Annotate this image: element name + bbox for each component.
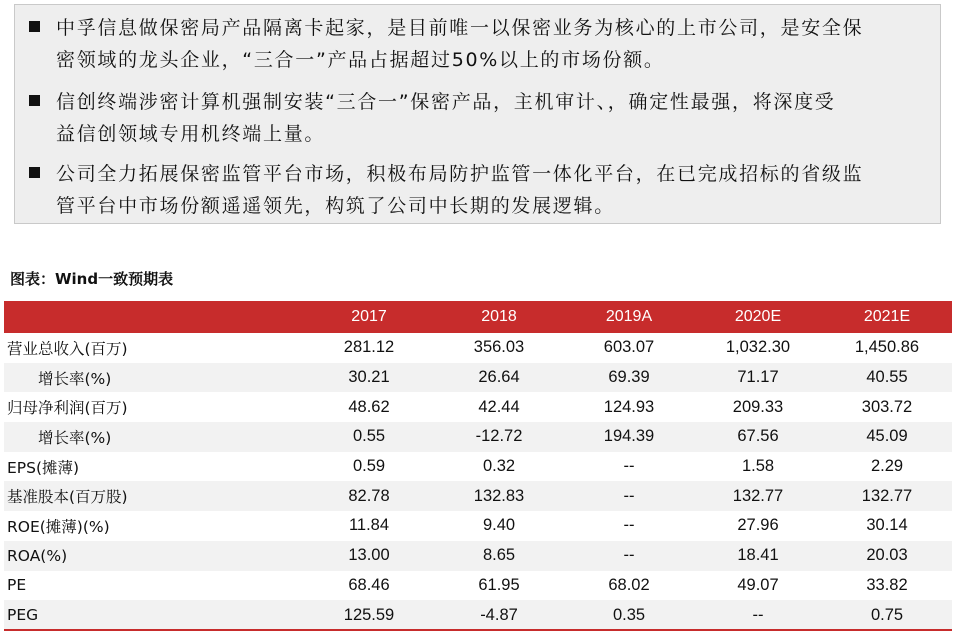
row-label: 基准股本(百万股) (4, 481, 304, 511)
table-cell: 132.77 (694, 481, 822, 511)
table-row (4, 333, 952, 363)
table-cell: 26.64 (434, 363, 564, 393)
table-cell: 132.83 (434, 481, 564, 511)
table-cell: 0.75 (822, 600, 952, 630)
header-cell-year: 2019A (564, 301, 694, 333)
row-label: 归母净利润(百万) (4, 392, 304, 422)
table-cell: 1,450.86 (822, 333, 952, 363)
bullet-square-icon (29, 167, 40, 178)
table-cell: 20.03 (822, 541, 952, 571)
table-cell: 61.95 (434, 571, 564, 601)
table-cell: 132.77 (822, 481, 952, 511)
table-cell: -- (564, 511, 694, 541)
row-label: ROE(摊薄)(%) (4, 511, 304, 541)
bullet-square-icon (29, 21, 40, 32)
table-cell: 82.78 (304, 481, 434, 511)
table-cell: 209.33 (694, 392, 822, 422)
table-cell: 33.82 (822, 571, 952, 601)
row-label: 营业总收入(百万) (4, 333, 304, 363)
bullet-item (29, 86, 930, 150)
bullet-item (29, 12, 930, 76)
table-cell: 281.12 (304, 333, 434, 363)
row-label: 增长率(%) (4, 422, 304, 452)
table-row (4, 511, 952, 541)
table-row (4, 600, 952, 630)
table-cell: 194.39 (564, 422, 694, 452)
table-cell: 9.40 (434, 511, 564, 541)
table-cell: 11.84 (304, 511, 434, 541)
bullet-text-line: 信创终端涉密计算机强制安装“三合一”保密产品，主机审计、，确定性最强，将深度受 (56, 91, 836, 113)
table-cell: 30.21 (304, 363, 434, 393)
bullet-text-line: 益信创领域专用机终端上量。 (56, 123, 326, 145)
bullet-item (29, 158, 930, 222)
table-cell: 30.14 (822, 511, 952, 541)
table-row (4, 571, 952, 601)
table-cell: 13.00 (304, 541, 434, 571)
table-cell: -- (564, 481, 694, 511)
row-label: 增长率(%) (4, 363, 304, 393)
table-cell: -4.87 (434, 600, 564, 630)
table-caption: 图表：Wind一致预期表 (10, 270, 174, 288)
header-cell-year: 2018 (434, 301, 564, 333)
table-cell: 303.72 (822, 392, 952, 422)
table-cell: -- (564, 541, 694, 571)
table-cell: 0.59 (304, 452, 434, 482)
table-cell: 42.44 (434, 392, 564, 422)
table-row (4, 541, 952, 571)
bullet-text-line: 中孚信息做保密局产品隔离卡起家，是目前唯一以保密业务为核心的上市公司，是安全保 (56, 17, 864, 39)
table-cell: 18.41 (694, 541, 822, 571)
bullet-square-icon (29, 95, 40, 106)
table-cell: 125.59 (304, 600, 434, 630)
header-cell-year: 2021E (822, 301, 952, 333)
bullet-text-line: 密领域的龙头企业，“三合一”产品占据超过50%以上的市场份额。 (56, 49, 665, 71)
table-cell: 124.93 (564, 392, 694, 422)
table-cell: 48.62 (304, 392, 434, 422)
header-cell-label (4, 301, 304, 333)
table-cell: 0.35 (564, 600, 694, 630)
table-cell: 67.56 (694, 422, 822, 452)
table-cell: 0.55 (304, 422, 434, 452)
table-cell: 0.32 (434, 452, 564, 482)
header-cell-year: 2017 (304, 301, 434, 333)
row-label: ROA(%) (4, 541, 304, 571)
table-cell: 8.65 (434, 541, 564, 571)
bullet-text-line: 公司全力拓展保密监管平台市场，积极布局防护监管一体化平台，在已完成招标的省级监 (56, 163, 864, 185)
forecast-table (4, 301, 952, 630)
table-cell: 69.39 (564, 363, 694, 393)
row-label: PE (4, 571, 304, 601)
header-cell-year: 2020E (694, 301, 822, 333)
table-cell: -- (564, 452, 694, 482)
table-cell: 68.46 (304, 571, 434, 601)
table-cell: 45.09 (822, 422, 952, 452)
table-cell: 1.58 (694, 452, 822, 482)
summary-box (14, 4, 941, 224)
table-cell: 49.07 (694, 571, 822, 601)
table-row (4, 422, 952, 452)
table-cell: 1,032.30 (694, 333, 822, 363)
row-label: PEG (4, 600, 304, 630)
table-cell: 27.96 (694, 511, 822, 541)
table-cell: 2.29 (822, 452, 952, 482)
table-row (4, 481, 952, 511)
table-cell: 71.17 (694, 363, 822, 393)
row-label: EPS(摊薄) (4, 452, 304, 482)
table-bottom-rule (4, 629, 952, 631)
table-cell: -12.72 (434, 422, 564, 452)
table-cell: 68.02 (564, 571, 694, 601)
table-cell: 40.55 (822, 363, 952, 393)
table-cell: 356.03 (434, 333, 564, 363)
table-cell: -- (694, 600, 822, 630)
table-header-row (4, 301, 952, 333)
table-row (4, 392, 952, 422)
table-row (4, 452, 952, 482)
table-cell: 603.07 (564, 333, 694, 363)
bullet-text-line: 管平台中市场份额遥遥领先，构筑了公司中长期的发展逻辑。 (56, 195, 615, 217)
table-row (4, 363, 952, 393)
